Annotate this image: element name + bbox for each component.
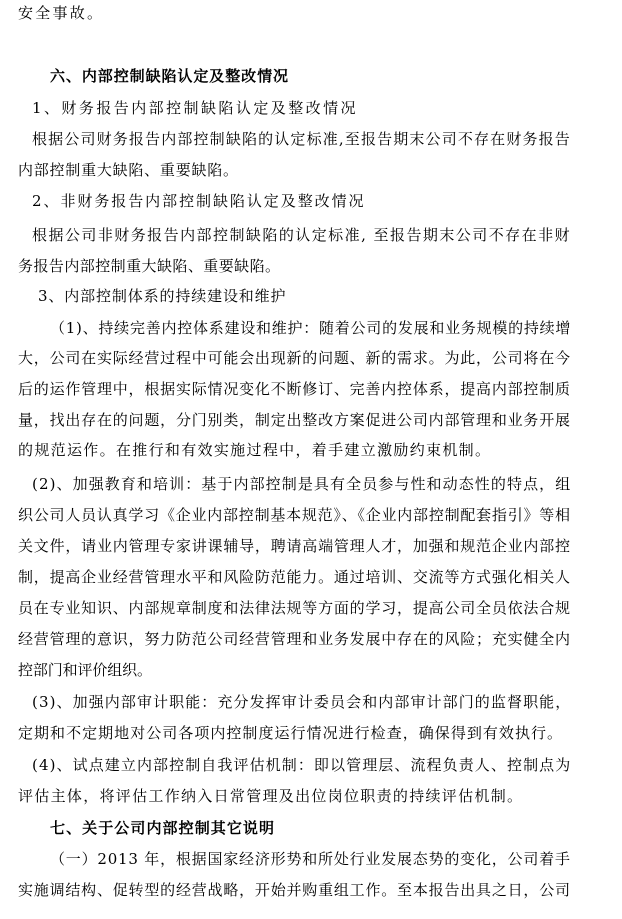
body-text-line: 大，公司在实际经营过程中可能会出现新的问题、新的需求。为此，公司将在今 — [18, 349, 571, 367]
body-text-line: 织公司人员认真学习《企业内部控制基本规范》、《企业内部控制配套指引》等相 — [18, 506, 571, 524]
body-text-line: (4)、试点建立内部控制自我评估机制：即以管理层、流程负责人、控制点为 — [32, 756, 572, 774]
body-text-line: 评估主体，将评估工作纳入日常管理及出位岗位职责的持续评估机制。 — [18, 787, 524, 805]
body-text-line: 员在专业知识、内部规章制度和法律法规等方面的学习，提高公司全员依法合规 — [18, 599, 571, 617]
body-text-line: （一）2013 年，根据国家经济形势和所处行业发展态势的变化，公司着手 — [50, 850, 571, 868]
body-text-line: 经营管理的意识，努力防范公司经营管理和业务发展中存在的风险；充实健全内 — [18, 630, 571, 648]
body-text-line: （1)、持续完善内控体系建设和维护：随着公司的发展和业务规模的持续增 — [50, 319, 572, 337]
section-heading: 七、关于公司内部控制其它说明 — [50, 819, 276, 837]
body-text-line: 实施调结构、促转型的经营战略，开始并购重组工作。至本报告出具之日，公司 — [18, 881, 571, 899]
body-text-line: 2、非财务报告内部控制缺陷认定及整改情况 — [32, 192, 366, 210]
body-text-line: 3、内部控制体系的持续建设和维护 — [38, 287, 287, 305]
body-text-line: 1、财务报告内部控制缺陷认定及整改情况 — [32, 99, 358, 117]
body-text-line: (2)、加强教育和培训：基于内部控制是具有全员参与性和动态性的特点，组 — [32, 475, 572, 493]
body-text-line: 的规范运作。在推行和有效实施过程中，着手建立激励约束机制。 — [18, 441, 492, 459]
body-text-line: 务报告内部控制重大缺陷、重要缺陷。 — [18, 257, 281, 275]
body-text-line: 后的运作管理中，根据实际情况变化不断修订、完善内控体系，提高内部控制质 — [18, 380, 571, 398]
section-heading: 六、内部控制缺陷认定及整改情况 — [50, 67, 289, 85]
body-text-line: 根据公司非财务报告内部控制缺陷的认定标准, 至报告期末公司不存在非财 — [32, 226, 571, 244]
body-text-line: 根据公司财务报告内部控制缺陷的认定标准,至报告期末公司不存在财务报告 — [32, 130, 571, 148]
body-text-line: 内部控制重大缺陷、重要缺陷。 — [18, 161, 239, 179]
body-text-line: 关文件，请业内管理专家讲课辅导，聘请高端管理人才，加强和规范企业内部控 — [18, 537, 571, 555]
body-text-line: (3)、加强内部审计职能：充分发挥审计委员会和内部审计部门的监督职能， — [32, 693, 572, 711]
body-text-line: 安全事故。 — [18, 4, 105, 22]
body-text-line: 量，找出存在的问题，分门别类，制定出整改方案促进公司内部管理和业务开展 — [18, 411, 571, 429]
body-text-line: 制，提高企业经营管理水平和风险防范能力。通过培训、交流等方式强化相关人 — [18, 568, 571, 586]
body-text-line: 定期和不定期地对公司各项内控制度运行情况进行检查，确保得到有效执行。 — [18, 724, 564, 742]
body-text-line: 控部门和评价组织。 — [18, 661, 152, 679]
